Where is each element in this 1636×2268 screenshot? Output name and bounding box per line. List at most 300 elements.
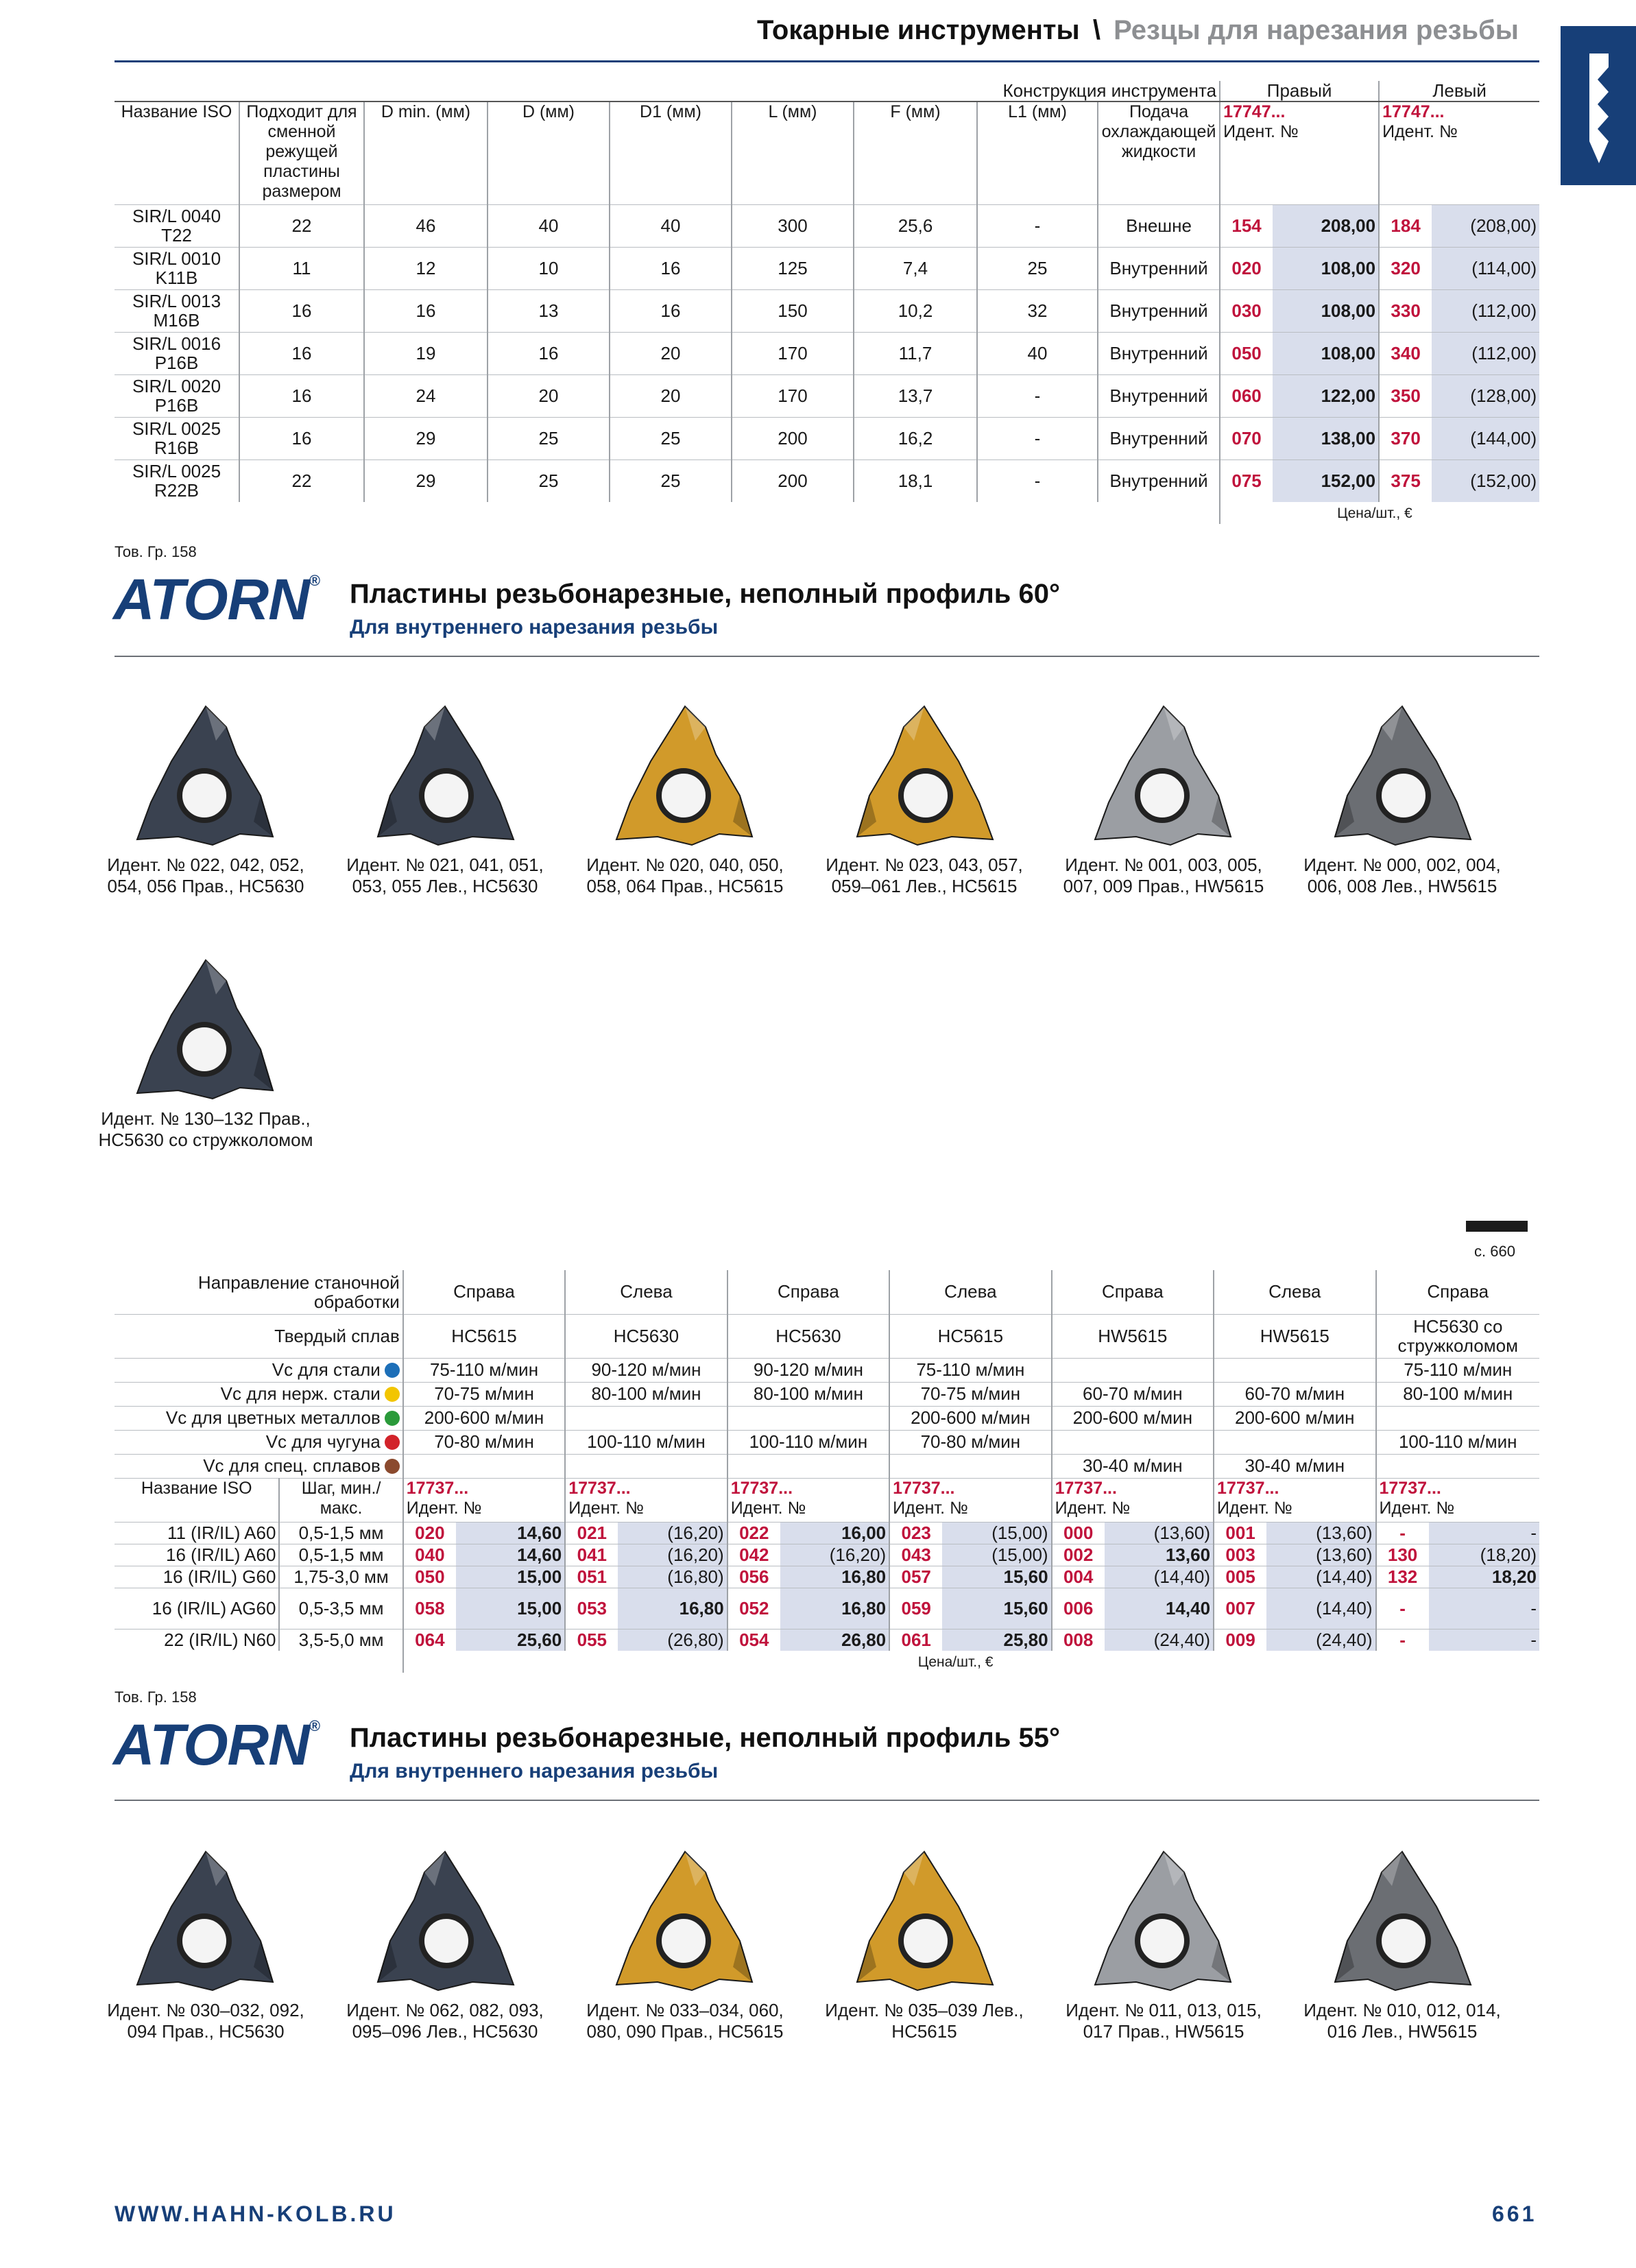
- holder-l1: 32: [977, 289, 1098, 332]
- direction-cell: Справа: [1052, 1270, 1214, 1314]
- insert-caption: Идент. № 130–132 Прав., HC5630 со стружколомом: [98, 1108, 313, 1150]
- holder-left-price: (144,00): [1432, 417, 1539, 459]
- insert-price: 15,60: [942, 1588, 1051, 1629]
- cutting-speed-cell: 80-100 м/мин: [565, 1382, 727, 1406]
- insert-price: (14,40): [1266, 1566, 1375, 1588]
- holder-d: 16: [488, 332, 610, 374]
- construction-label: Конструкция инструмента: [115, 81, 1220, 102]
- brand-text: ATORN: [113, 567, 309, 632]
- cutting-speed-cell: 70-80 м/мин: [889, 1430, 1051, 1454]
- holder-left-id: 320: [1379, 247, 1432, 289]
- holder-right-id: 070: [1220, 417, 1273, 459]
- insert-id: 006: [1052, 1588, 1105, 1629]
- col-l1: L1 (мм): [977, 102, 1098, 204]
- cutting-speed-row: [115, 1382, 1539, 1406]
- holder-f: 25,6: [854, 204, 977, 247]
- col-d: D (мм): [488, 102, 610, 204]
- group2-rule: [115, 1800, 1539, 1801]
- insert-iso-name: 16 (IR/IL) AG60: [115, 1588, 279, 1629]
- thread-insert-icon: [842, 1845, 1007, 1996]
- holder-row: [115, 332, 1539, 374]
- insert-product: [93, 953, 319, 1151]
- header-subcategory: Резцы для нарезания резьбы: [1114, 15, 1519, 45]
- holder-row: [115, 374, 1539, 417]
- group1-page-ref: с. 660: [1474, 1243, 1515, 1260]
- insert-price: 18,20: [1429, 1566, 1539, 1588]
- holder-d1: 16: [610, 289, 732, 332]
- holder-left-id: 330: [1379, 289, 1432, 332]
- holder-coolant: Внутренний: [1098, 374, 1220, 417]
- holder-l: 125: [732, 247, 854, 289]
- atorn-logo-2: [113, 1712, 320, 1778]
- insert-pitch: 0,5-1,5 мм: [279, 1522, 402, 1544]
- cutting-speed-cell: [1376, 1406, 1540, 1430]
- holder-right-price: 208,00: [1273, 204, 1379, 247]
- thread-insert-icon: [1081, 1845, 1246, 1996]
- insert-id: 020: [403, 1522, 456, 1544]
- insert-id: 064: [403, 1629, 456, 1651]
- cutting-speed-cell: [1376, 1454, 1540, 1478]
- holder-dmin: 46: [364, 204, 488, 247]
- insert-price: (16,80): [618, 1566, 727, 1588]
- spacer: [115, 1651, 403, 1673]
- insert-id: 005: [1214, 1566, 1266, 1588]
- holders-price-note-row: [115, 502, 1539, 524]
- insert-row: [115, 1544, 1539, 1566]
- atorn-logo: [113, 566, 320, 633]
- section-tab-marker: [1561, 26, 1636, 185]
- insert-price: 26,80: [780, 1629, 889, 1651]
- inserts-price-note: Цена/шт., €: [403, 1651, 1539, 1673]
- insert-caption: Идент. № 023, 043, 057, 059–061 Лев., HC5615: [826, 855, 1023, 896]
- insert-price: 14,40: [1105, 1588, 1214, 1629]
- insert-price: (13,60): [1266, 1522, 1375, 1544]
- cutting-speed-cell: [403, 1454, 565, 1478]
- insert-id: 009: [1214, 1629, 1266, 1651]
- insert-id-label: Идент. №: [568, 1498, 644, 1518]
- insert-product: [572, 700, 798, 897]
- holder-left-price: (128,00): [1432, 374, 1539, 417]
- holder-dmin: 29: [364, 459, 488, 502]
- insert-id: 053: [565, 1588, 618, 1629]
- holder-d1: 16: [610, 247, 732, 289]
- insert-id: -: [1376, 1588, 1429, 1629]
- material-dot-icon: [385, 1459, 400, 1474]
- holder-dmin: 12: [364, 247, 488, 289]
- grade-cell: HW5615: [1214, 1314, 1375, 1358]
- group2-subtitle: Для внутреннего нарезания резьбы: [350, 1760, 719, 1782]
- holder-left-id: 340: [1379, 332, 1432, 374]
- holder-row: [115, 204, 1539, 247]
- inserts-header-row: [115, 1478, 1539, 1522]
- cutting-speed-cell: 70-75 м/мин: [403, 1382, 565, 1406]
- holder-f: 18,1: [854, 459, 977, 502]
- holder-insert-size: 16: [239, 332, 364, 374]
- insert-id-label: Идент. №: [406, 1498, 482, 1518]
- insert-product: [1050, 1845, 1277, 2042]
- thread-insert-icon: [603, 1845, 767, 1996]
- cutting-speed-cell: 90-120 м/мин: [727, 1358, 889, 1382]
- insert-code: 17737...: [893, 1478, 955, 1498]
- grade-cell: HC5630: [565, 1314, 727, 1358]
- cutting-speed-cell: [727, 1406, 889, 1430]
- holder-row: [115, 247, 1539, 289]
- insert-pitch: 0,5-1,5 мм: [279, 1544, 402, 1566]
- cutting-speed-label: [115, 1382, 403, 1406]
- insert-id-label: Идент. №: [1055, 1498, 1131, 1518]
- holder-right-price: 108,00: [1273, 332, 1379, 374]
- thread-insert-icon: [123, 1845, 288, 1996]
- cutting-speed-label-text: Vc для цветных металлов: [165, 1407, 381, 1428]
- cutting-speed-cell: 200-600 м/мин: [889, 1406, 1051, 1430]
- insert-iso-name: 16 (IR/IL) A60: [115, 1544, 279, 1566]
- group2-title: Пластины резьбонарезные, неполный профиль 55°: [350, 1723, 1060, 1753]
- insert-price: -: [1429, 1522, 1539, 1544]
- holder-f: 11,7: [854, 332, 977, 374]
- insert-id: 050: [403, 1566, 456, 1588]
- cutting-speed-cell: [1052, 1358, 1214, 1382]
- cutting-speed-cell: 75-110 м/мин: [403, 1358, 565, 1382]
- insert-id: 059: [889, 1588, 942, 1629]
- holder-d1: 25: [610, 417, 732, 459]
- insert-id: -: [1376, 1629, 1429, 1651]
- cutting-speed-cell: 100-110 м/мин: [565, 1430, 727, 1454]
- col-f: F (мм): [854, 102, 977, 204]
- thread-insert-icon: [1081, 700, 1246, 850]
- insert-code: 17737...: [1055, 1478, 1117, 1498]
- holder-right-price: 152,00: [1273, 459, 1379, 502]
- insert-price: 16,80: [618, 1588, 727, 1629]
- holder-iso-name: SIR/L 0010 K11B: [115, 247, 239, 289]
- insert-price: 25,80: [942, 1629, 1051, 1651]
- holder-left-price: (112,00): [1432, 289, 1539, 332]
- holder-insert-size: 16: [239, 374, 364, 417]
- insert-pitch: 1,75-3,0 мм: [279, 1566, 402, 1588]
- thread-insert-icon: [363, 1845, 527, 1996]
- insert-id: 007: [1214, 1588, 1266, 1629]
- holder-iso-name: SIR/L 0040 T22: [115, 204, 239, 247]
- direction-cell: Слева: [889, 1270, 1051, 1314]
- holder-left-price: (114,00): [1432, 247, 1539, 289]
- page-ref-thumbnail: [1466, 1221, 1528, 1232]
- insert-product: [332, 1845, 558, 2042]
- pitch-label: Шаг, мин./макс.: [279, 1478, 402, 1522]
- cutting-speed-cell: 30-40 м/мин: [1214, 1454, 1375, 1478]
- insert-caption: Идент. № 000, 002, 004, 006, 008 Лев., HW5615: [1303, 855, 1501, 896]
- holder-right-id: 075: [1220, 459, 1273, 502]
- insert-id: 002: [1052, 1544, 1105, 1566]
- insert-pitch: 3,5-5,0 мм: [279, 1629, 402, 1651]
- page-number: 661: [1492, 2201, 1537, 2226]
- insert-iso-name: 16 (IR/IL) G60: [115, 1566, 279, 1588]
- insert-id: 042: [727, 1544, 780, 1566]
- holder-dmin: 24: [364, 374, 488, 417]
- holder-right-id: 050: [1220, 332, 1273, 374]
- holder-coolant: Внутренний: [1098, 332, 1220, 374]
- holders-column-header-row: [115, 102, 1539, 204]
- insert-id: 021: [565, 1522, 618, 1544]
- insert-price: -: [1429, 1629, 1539, 1651]
- cutting-speed-cell: [565, 1406, 727, 1430]
- holder-d: 13: [488, 289, 610, 332]
- thread-insert-icon: [603, 700, 767, 850]
- insert-id: 041: [565, 1544, 618, 1566]
- insert-caption: Идент. № 022, 042, 052, 054, 056 Прав., HC5630: [107, 855, 304, 896]
- insert-id-label: Идент. №: [893, 1498, 968, 1518]
- insert-product: [93, 700, 319, 897]
- holder-l: 200: [732, 459, 854, 502]
- insert-price: (15,00): [942, 1544, 1051, 1566]
- cutting-speed-label-text: Vc для чугуна: [265, 1431, 381, 1452]
- insert-product: [811, 1845, 1037, 2042]
- insert-id: 004: [1052, 1566, 1105, 1588]
- holder-d: 20: [488, 374, 610, 417]
- holder-coolant: Внутренний: [1098, 289, 1220, 332]
- holder-l1: -: [977, 417, 1098, 459]
- holder-left-id: 184: [1379, 204, 1432, 247]
- col-iso-name: Название ISO: [121, 102, 232, 121]
- insert-product: [572, 1845, 798, 2042]
- inserts-table: [115, 1270, 1539, 1673]
- insert-id: 132: [1376, 1566, 1429, 1588]
- cutting-speed-cell: 75-110 м/мин: [889, 1358, 1051, 1382]
- holder-d1: 25: [610, 459, 732, 502]
- holder-right-price: 138,00: [1273, 417, 1379, 459]
- insert-price: -: [1429, 1588, 1539, 1629]
- insert-id: 003: [1214, 1544, 1266, 1566]
- insert-caption: Идент. № 030–032, 092, 094 Прав., HC5630: [107, 2000, 304, 2042]
- cutting-speed-label: [115, 1358, 403, 1382]
- insert-caption: Идент. № 011, 013, 015, 017 Прав., HW5615: [1066, 2000, 1262, 2042]
- insert-id: 054: [727, 1629, 780, 1651]
- col-coolant: Подача охлаждающей жидкости: [1098, 102, 1220, 204]
- grade-cell: HC5615: [403, 1314, 565, 1358]
- id-header-cell: [403, 1478, 565, 1522]
- holder-d1: 20: [610, 374, 732, 417]
- cutting-speed-cell: 200-600 м/мин: [1214, 1406, 1375, 1430]
- direction-cell: Справа: [727, 1270, 889, 1314]
- insert-price: (16,20): [618, 1522, 727, 1544]
- holders-group-header-row: [115, 81, 1539, 102]
- insert-id: 055: [565, 1629, 618, 1651]
- drill-icon: [1561, 26, 1636, 185]
- iso-name-label: Название ISO: [115, 1478, 279, 1522]
- insert-id-label: Идент. №: [730, 1498, 806, 1518]
- cutting-speed-cell: [1214, 1358, 1375, 1382]
- col-left-id: [1379, 102, 1539, 204]
- insert-id: 001: [1214, 1522, 1266, 1544]
- group1-title: Пластины резьбонарезные, неполный профиль 60°: [350, 579, 1060, 609]
- holder-d: 25: [488, 417, 610, 459]
- insert-product: [811, 700, 1037, 897]
- insert-row: [115, 1629, 1539, 1651]
- holder-l1: -: [977, 204, 1098, 247]
- material-dot-icon: [385, 1435, 400, 1450]
- holder-l1: -: [977, 374, 1098, 417]
- thread-insert-icon: [363, 700, 527, 850]
- header-separator: \: [1092, 15, 1100, 45]
- insert-price: (13,60): [1266, 1544, 1375, 1566]
- insert-row: [115, 1588, 1539, 1629]
- insert-id: -: [1376, 1522, 1429, 1544]
- holder-l: 170: [732, 332, 854, 374]
- cutting-speed-label: [115, 1454, 403, 1478]
- group1-rule: [115, 656, 1539, 657]
- insert-code: 17737...: [1217, 1478, 1279, 1498]
- left-id-label: Идент. №: [1382, 122, 1458, 141]
- insert-price: 16,80: [780, 1588, 889, 1629]
- holder-left-price: (208,00): [1432, 204, 1539, 247]
- cutting-speed-cell: 75-110 м/мин: [1376, 1358, 1540, 1382]
- header-rule: [115, 60, 1539, 62]
- holder-left-price: (152,00): [1432, 459, 1539, 502]
- cutting-speed-label: [115, 1406, 403, 1430]
- left-hand-label: Левый: [1379, 81, 1539, 102]
- insert-price: 15,00: [456, 1566, 565, 1588]
- insert-row: [115, 1522, 1539, 1544]
- grade-row: [115, 1314, 1539, 1358]
- insert-caption: Идент. № 020, 040, 050, 058, 064 Прав., HC5615: [586, 855, 784, 896]
- insert-row: [115, 1566, 1539, 1588]
- brand-text-2: ATORN: [113, 1712, 309, 1777]
- direction-cell: Справа: [1376, 1270, 1540, 1314]
- grade-cell: HW5615: [1052, 1314, 1214, 1358]
- insert-price: (16,20): [618, 1544, 727, 1566]
- right-hand-label: Правый: [1220, 81, 1379, 102]
- holder-d1: 20: [610, 332, 732, 374]
- id-header-cell: [565, 1478, 727, 1522]
- insert-id: 052: [727, 1588, 780, 1629]
- id-header-cell: [1052, 1478, 1214, 1522]
- grade-cell: HC5615: [889, 1314, 1051, 1358]
- direction-cell: Слева: [565, 1270, 727, 1314]
- footer-url[interactable]: WWW.HAHN-KOLB.RU: [115, 2201, 396, 2226]
- id-header-cell: [1376, 1478, 1540, 1522]
- cutting-speed-label-text: Vc для спец. сплавов: [203, 1455, 381, 1476]
- holder-right-price: 122,00: [1273, 374, 1379, 417]
- holder-f: 7,4: [854, 247, 977, 289]
- material-dot-icon: [385, 1387, 400, 1402]
- insert-price: (26,80): [618, 1629, 727, 1651]
- cutting-speed-label: [115, 1430, 403, 1454]
- thread-insert-icon: [842, 700, 1007, 850]
- header-category: Токарные инструменты: [757, 15, 1080, 45]
- holder-l: 300: [732, 204, 854, 247]
- insert-id: 022: [727, 1522, 780, 1544]
- holder-coolant: Внутренний: [1098, 417, 1220, 459]
- insert-code: 17737...: [568, 1478, 631, 1498]
- holder-f: 10,2: [854, 289, 977, 332]
- insert-product: [332, 700, 558, 897]
- cutting-speed-cell: 100-110 м/мин: [727, 1430, 889, 1454]
- group1-subtitle: Для внутреннего нарезания резьбы: [350, 616, 719, 638]
- cutting-speed-cell: [727, 1454, 889, 1478]
- id-header-cell: [889, 1478, 1051, 1522]
- insert-caption: Идент. № 035–039 Лев., HC5615: [825, 2000, 1024, 2042]
- insert-price: 14,60: [456, 1522, 565, 1544]
- holder-d: 10: [488, 247, 610, 289]
- holder-insert-size: 11: [239, 247, 364, 289]
- insert-id: 023: [889, 1522, 942, 1544]
- reg-mark: ®: [309, 572, 320, 589]
- grade-cell: HC5630 со стружколомом: [1376, 1314, 1540, 1358]
- holder-f: 16,2: [854, 417, 977, 459]
- holder-l: 150: [732, 289, 854, 332]
- direction-row: [115, 1270, 1539, 1314]
- insert-id: 056: [727, 1566, 780, 1588]
- insert-pitch: 0,5-3,5 мм: [279, 1588, 402, 1629]
- insert-caption: Идент. № 033–034, 060, 080, 090 Прав., HC5615: [586, 2000, 784, 2042]
- cutting-speed-cell: 70-80 м/мин: [403, 1430, 565, 1454]
- holder-f: 13,7: [854, 374, 977, 417]
- holder-row: [115, 417, 1539, 459]
- cutting-speed-row: [115, 1454, 1539, 1478]
- holder-iso-name: SIR/L 0013 M16B: [115, 289, 239, 332]
- insert-product: [1050, 700, 1277, 897]
- holder-left-id: 375: [1379, 459, 1432, 502]
- insert-price: (14,40): [1105, 1566, 1214, 1588]
- thread-insert-icon: [123, 953, 288, 1104]
- insert-price: 14,60: [456, 1544, 565, 1566]
- insert-price: (15,00): [942, 1522, 1051, 1544]
- right-code: 17747...: [1223, 102, 1286, 121]
- insert-id: 000: [1052, 1522, 1105, 1544]
- holder-coolant: Внешне: [1098, 204, 1220, 247]
- cutting-speed-cell: 60-70 м/мин: [1052, 1382, 1214, 1406]
- insert-price: (13,60): [1105, 1522, 1214, 1544]
- insert-product: [1289, 1845, 1515, 2042]
- insert-price: (16,20): [780, 1544, 889, 1566]
- col-right-id: [1220, 102, 1379, 204]
- page-header: [757, 15, 1519, 46]
- cutting-speed-cell: 90-120 м/мин: [565, 1358, 727, 1382]
- id-header-cell: [727, 1478, 889, 1522]
- holder-left-id: 370: [1379, 417, 1432, 459]
- insert-caption: Идент. № 001, 003, 005, 007, 009 Прав., HW5615: [1063, 855, 1264, 896]
- left-code: 17747...: [1382, 102, 1445, 121]
- cutting-speed-cell: 60-70 м/мин: [1214, 1382, 1375, 1406]
- insert-code: 17737...: [1379, 1478, 1441, 1498]
- holder-coolant: Внутренний: [1098, 247, 1220, 289]
- holder-l1: -: [977, 459, 1098, 502]
- insert-iso-name: 11 (IR/IL) A60: [115, 1522, 279, 1544]
- holder-coolant: Внутренний: [1098, 459, 1220, 502]
- insert-id: 058: [403, 1588, 456, 1629]
- holder-right-id: 060: [1220, 374, 1273, 417]
- holder-d1: 40: [610, 204, 732, 247]
- insert-id: 061: [889, 1629, 942, 1651]
- holder-right-price: 108,00: [1273, 289, 1379, 332]
- thread-insert-icon: [123, 700, 288, 850]
- insert-caption: Идент. № 010, 012, 014, 016 Лев., HW5615: [1303, 2000, 1501, 2042]
- cutting-speed-row: [115, 1406, 1539, 1430]
- cutting-speed-cell: [565, 1454, 727, 1478]
- col-l: L (мм): [732, 102, 854, 204]
- holder-left-id: 350: [1379, 374, 1432, 417]
- insert-id: 040: [403, 1544, 456, 1566]
- holder-dmin: 19: [364, 332, 488, 374]
- right-id-label: Идент. №: [1223, 122, 1299, 141]
- col-insert-size: Подходит для сменной режущей пластины размером: [239, 102, 364, 204]
- holder-d: 40: [488, 204, 610, 247]
- insert-id: 051: [565, 1566, 618, 1588]
- direction-cell: Слева: [1214, 1270, 1375, 1314]
- direction-label: Направление станочной обработки: [197, 1272, 400, 1312]
- insert-caption: Идент. № 062, 082, 093, 095–096 Лев., HC5630: [346, 2000, 544, 2042]
- insert-product: [93, 1845, 319, 2042]
- cutting-speed-cell: 200-600 м/мин: [403, 1406, 565, 1430]
- holder-l: 170: [732, 374, 854, 417]
